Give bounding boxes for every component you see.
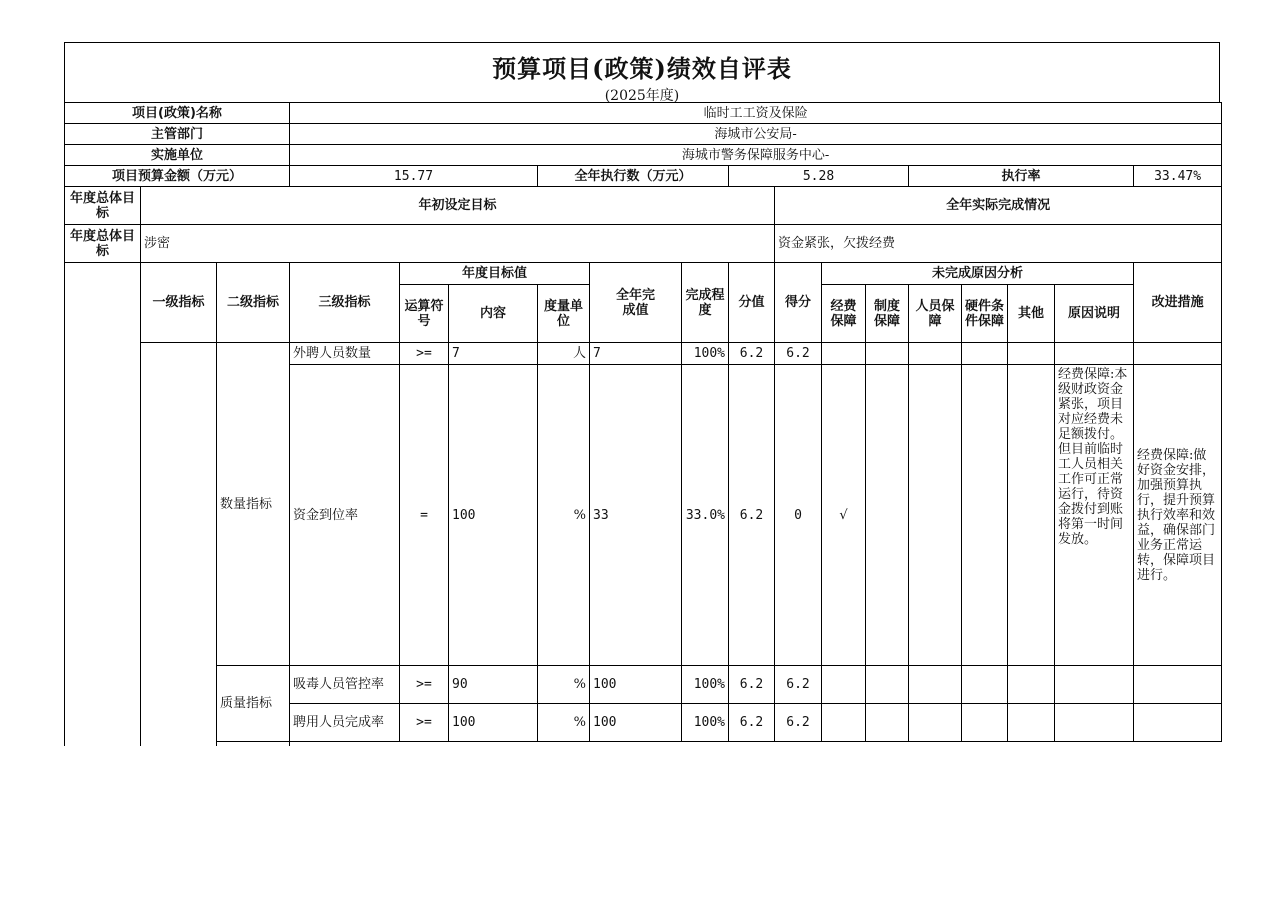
hardware-cell bbox=[962, 666, 1008, 704]
reason-cell bbox=[1055, 343, 1134, 365]
unit-value: 海城市警务保障服务中心- bbox=[290, 145, 1222, 166]
personnel-cell bbox=[909, 666, 962, 704]
measure-cell bbox=[1134, 343, 1222, 365]
weight-cell: 6.2 bbox=[729, 343, 775, 365]
reason-cell bbox=[1055, 666, 1134, 704]
score-cell: 6.2 bbox=[775, 343, 822, 365]
full-year-header: 全年完成值 bbox=[590, 263, 682, 343]
score-cell: 6.2 bbox=[775, 666, 822, 704]
other-cell bbox=[1008, 343, 1055, 365]
funding-check-cell: √ bbox=[822, 365, 866, 666]
actual-cell: 33 bbox=[590, 365, 682, 666]
level3-header: 三级指标 bbox=[290, 263, 400, 343]
evaluation-sheet bbox=[64, 42, 1221, 749]
initial-goal-value: 涉密 bbox=[141, 225, 775, 263]
level3-cell: 外聘人员数量 bbox=[290, 343, 400, 365]
unit-label: 实施单位 bbox=[65, 145, 290, 166]
actual-goal-value: 资金紧张，欠拨经费 bbox=[775, 225, 1222, 263]
reason-analysis-header: 未完成原因分析 bbox=[822, 263, 1134, 285]
hardware-cell bbox=[962, 704, 1008, 742]
operator-cell: >= bbox=[400, 666, 449, 704]
continuation-row bbox=[65, 742, 1222, 746]
content-cell: 100 bbox=[449, 704, 538, 742]
operator-cell: >= bbox=[400, 704, 449, 742]
personnel-cell bbox=[909, 365, 962, 666]
budget-row bbox=[65, 166, 1222, 187]
system-cell bbox=[866, 365, 909, 666]
content-cell: 7 bbox=[449, 343, 538, 365]
completion-cell: 100% bbox=[682, 666, 729, 704]
goal-value-row bbox=[65, 225, 1222, 263]
exec-value: 5.28 bbox=[729, 166, 909, 187]
unit-row bbox=[65, 145, 1222, 166]
unit-cell: 人 bbox=[538, 343, 590, 365]
personnel-cell bbox=[909, 343, 962, 365]
weight-cell: 6.2 bbox=[729, 666, 775, 704]
actual-cell: 100 bbox=[590, 666, 682, 704]
measure-cell bbox=[1134, 666, 1222, 704]
score-cell: 6.2 bbox=[775, 704, 822, 742]
system-cell bbox=[866, 343, 909, 365]
completion-cell: 100% bbox=[682, 704, 729, 742]
hardware-cell bbox=[962, 343, 1008, 365]
operator-cell: >= bbox=[400, 343, 449, 365]
level3-cell: 资金到位率 bbox=[290, 365, 400, 666]
title-block bbox=[64, 42, 1220, 102]
funding-header: 经费保障 bbox=[822, 285, 866, 343]
system-cell bbox=[866, 666, 909, 704]
dept-label: 主管部门 bbox=[65, 124, 290, 145]
other-cell bbox=[1008, 365, 1055, 666]
funding-cell bbox=[822, 343, 866, 365]
level3-cell: 聘用人员完成率 bbox=[290, 704, 400, 742]
unit-header: 度量单位 bbox=[538, 285, 590, 343]
personnel-header: 人员保障 bbox=[909, 285, 962, 343]
evaluation-table bbox=[64, 102, 1222, 746]
operator-header: 运算符号 bbox=[400, 285, 449, 343]
hardware-cell bbox=[962, 365, 1008, 666]
rate-label: 执行率 bbox=[909, 166, 1134, 187]
funding-cell bbox=[822, 666, 866, 704]
personnel-cell bbox=[909, 704, 962, 742]
score-cell: 0 bbox=[775, 365, 822, 666]
reason-cell bbox=[1055, 704, 1134, 742]
unit-cell: % bbox=[538, 365, 590, 666]
table-row bbox=[65, 666, 1222, 704]
initial-goal-header: 年初设定目标 bbox=[141, 187, 775, 225]
goal-row-label-2: 年度总体目标 bbox=[65, 225, 141, 263]
dept-value: 海城市公安局- bbox=[290, 124, 1222, 145]
project-name-value: 临时工工资及保险 bbox=[290, 103, 1222, 124]
actual-cell: 7 bbox=[590, 343, 682, 365]
content-header: 内容 bbox=[449, 285, 538, 343]
operator-cell: = bbox=[400, 365, 449, 666]
continuation-cell bbox=[217, 742, 290, 746]
funding-cell bbox=[822, 704, 866, 742]
unit-cell: % bbox=[538, 704, 590, 742]
continuation-cell bbox=[290, 742, 1222, 746]
content-cell: 90 bbox=[449, 666, 538, 704]
annual-target-header: 年度目标值 bbox=[400, 263, 590, 285]
unit-cell: % bbox=[538, 666, 590, 704]
weight-header: 分值 bbox=[729, 263, 775, 343]
goal-row-label: 年度总体目标 bbox=[65, 187, 141, 225]
level2-cell: 质量指标 bbox=[217, 666, 290, 742]
other-header: 其他 bbox=[1008, 285, 1055, 343]
budget-label: 项目预算金额（万元） bbox=[65, 166, 290, 187]
measure-cell: 经费保障:做好资金安排，加强预算执行，提升预算执行效率和效益，确保部门业务正常运转，保障项目进行。 bbox=[1134, 365, 1222, 666]
level1-cell bbox=[141, 343, 217, 746]
level2-header: 二级指标 bbox=[217, 263, 290, 343]
indicator-header-row-1 bbox=[65, 263, 1222, 285]
completion-cell: 100% bbox=[682, 343, 729, 365]
left-empty-column bbox=[65, 263, 141, 746]
level1-header: 一级指标 bbox=[141, 263, 217, 343]
actual-cell: 100 bbox=[590, 704, 682, 742]
year-subtitle: (2025年度) bbox=[604, 88, 680, 104]
budget-value: 15.77 bbox=[290, 166, 538, 187]
measures-header: 改进措施 bbox=[1134, 263, 1222, 343]
other-cell bbox=[1008, 666, 1055, 704]
completion-header: 完成程度 bbox=[682, 263, 729, 343]
level2-cell: 数量指标 bbox=[217, 343, 290, 666]
reason-desc-header: 原因说明 bbox=[1055, 285, 1134, 343]
hardware-header: 硬件条件保障 bbox=[962, 285, 1008, 343]
project-name-row bbox=[65, 103, 1222, 124]
system-header: 制度保障 bbox=[866, 285, 909, 343]
rate-value: 33.47% bbox=[1134, 166, 1222, 187]
level3-cell: 吸毒人员管控率 bbox=[290, 666, 400, 704]
actual-goal-header: 全年实际完成情况 bbox=[775, 187, 1222, 225]
goal-header-row bbox=[65, 187, 1222, 225]
measure-cell bbox=[1134, 704, 1222, 742]
score-header: 得分 bbox=[775, 263, 822, 343]
table-row bbox=[65, 343, 1222, 365]
weight-cell: 6.2 bbox=[729, 365, 775, 666]
dept-row bbox=[65, 124, 1222, 145]
weight-cell: 6.2 bbox=[729, 704, 775, 742]
other-cell bbox=[1008, 704, 1055, 742]
system-cell bbox=[866, 704, 909, 742]
page-title: 预算项目(政策)绩效自评表 bbox=[492, 54, 792, 83]
reason-cell: 经费保障:本级财政资金紧张，项目对应经费未足额拨付。但目前临时工人员相关工作可正常运行，待资金拨付到账将第一时间发放。 bbox=[1055, 365, 1134, 666]
project-name-label: 项目(政策)名称 bbox=[65, 103, 290, 124]
exec-label: 全年执行数（万元） bbox=[538, 166, 729, 187]
content-cell: 100 bbox=[449, 365, 538, 666]
completion-cell: 33.0% bbox=[682, 365, 729, 666]
